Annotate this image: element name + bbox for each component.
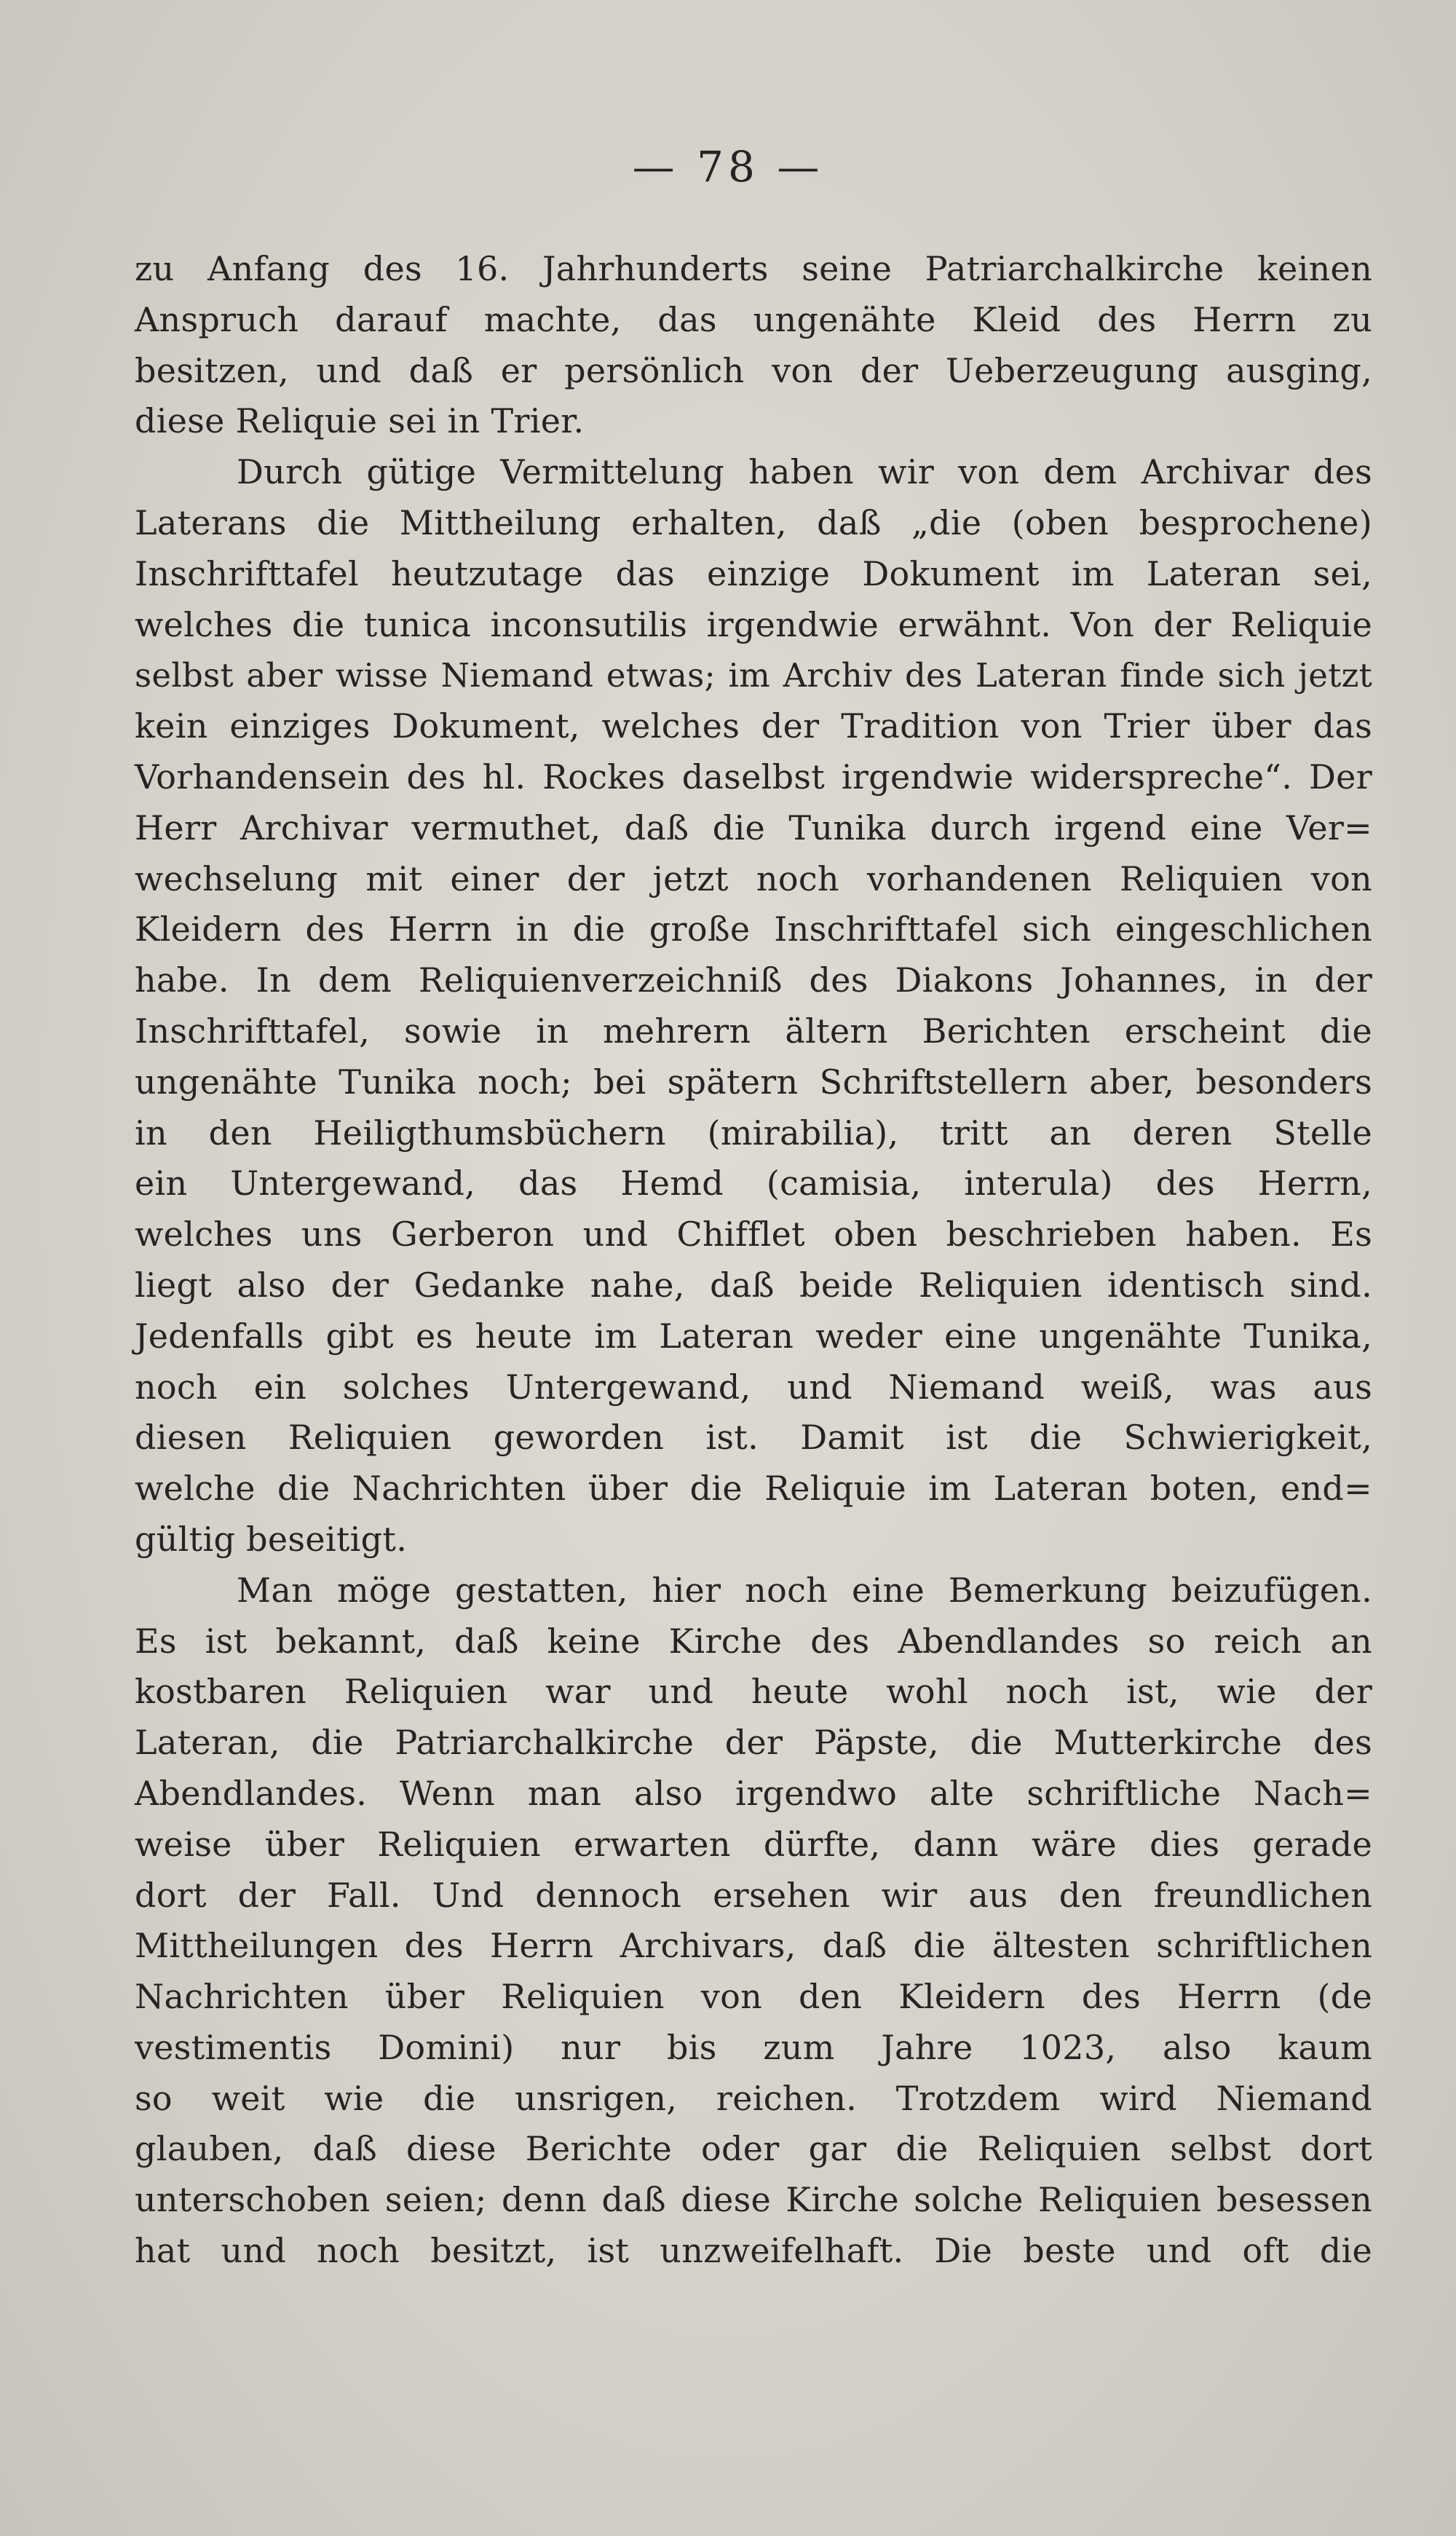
text-line: Kleidern des Herrn in die große Inschrifttafel sich eingeschlichen: [135, 909, 1372, 949]
text-line: hat und noch besitzt, ist unzweifelhaft. Die beste und oft die: [135, 2231, 1372, 2271]
text-line: Durch gütige Vermittelung haben wir von dem Archivar des: [237, 452, 1372, 492]
text-line: ein Untergewand, das Hemd (camisia, interula) des Herrn,: [135, 1164, 1372, 1204]
text-line: welches uns Gerberon und Chifflet oben beschrieben haben. Es: [135, 1214, 1372, 1255]
text-line: habe. In dem Reliquienverzeichniß des Diakons Johannes, in der: [135, 960, 1372, 1000]
body-text: [135, 244, 1372, 2277]
text-line: gültig beseitigt.: [135, 1519, 408, 1559]
text-line: Inschrifttafel, sowie in mehrern ältern Berichten erscheint die: [135, 1011, 1372, 1051]
text-line: liegt also der Gedanke nahe, daß beide Reliquien identisch sind.: [135, 1265, 1372, 1305]
text-line: ungenähte Tunika noch; bei spätern Schriftstellern aber, besonders: [135, 1062, 1372, 1102]
text-line: kostbaren Reliquien war und heute wohl noch ist, wie der: [135, 1672, 1372, 1712]
text-line: Lateran, die Patriarchalkirche der Päpste, die Mutterkirche des: [135, 1723, 1372, 1763]
text-line: diesen Reliquien geworden ist. Damit ist die Schwierigkeit,: [135, 1418, 1372, 1458]
text-line: Nachrichten über Reliquien von den Kleidern des Herrn (de: [135, 1977, 1372, 2017]
text-line: Anspruch darauf machte, das ungenähte Kleid des Herrn zu: [135, 299, 1372, 339]
text-line: noch ein solches Untergewand, und Niemand weiß, was aus: [135, 1367, 1372, 1407]
text-line: Vorhandensein des hl. Rockes daselbst irgendwie widerspreche“. Der: [135, 757, 1372, 797]
text-line: Jedenfalls gibt es heute im Lateran weder eine ungenähte Tunika,: [135, 1316, 1372, 1356]
text-line: Man möge gestatten, hier noch eine Bemerkung beizufügen.: [237, 1570, 1372, 1610]
text-line: dort der Fall. Und dennoch ersehen wir aus den freundlichen: [135, 1875, 1372, 1915]
text-line: welches die tunica inconsutilis irgendwie erwähnt. Von der Reliquie: [135, 604, 1372, 644]
text-line: besitzen, und daß er persönlich von der Ueberzeugung ausging,: [135, 350, 1372, 390]
text-line: selbst aber wisse Niemand etwas; im Archiv des Lateran finde sich jetzt: [135, 656, 1372, 695]
text-line: Herr Archivar vermuthet, daß die Tunika durch irgend eine Ver=: [135, 807, 1372, 848]
text-line: Laterans die Mittheilung erhalten, daß „die (oben besprochene): [135, 502, 1372, 542]
text-line: zu Anfang des 16. Jahrhunderts seine Patriarchalkirche keinen: [135, 249, 1372, 288]
text-line: Inschrifttafel heutzutage das einzige Dokument im Lateran sei,: [135, 553, 1372, 593]
text-line: vestimentis Domini) nur bis zum Jahre 1023, also kaum: [135, 2027, 1372, 2067]
text-line: diese Reliquie sei in Trier.: [135, 401, 585, 441]
text-line: Es ist bekannt, daß keine Kirche des Abendlandes so reich an: [135, 1621, 1372, 1661]
text-line: welche die Nachrichten über die Reliquie im Lateran boten, end=: [135, 1469, 1372, 1509]
text-line: unterschoben seien; denn daß diese Kirche solche Reliquien besessen: [135, 2180, 1372, 2220]
text-line: Abendlandes. Wenn man also irgendwo alte schriftliche Nach=: [135, 1773, 1372, 1813]
text-line: Mittheilungen des Herrn Archivars, daß die ältesten schriftlichen: [135, 1926, 1372, 1966]
page-number: — 78 —: [632, 142, 824, 191]
text-line: in den Heiligthumsbüchern (mirabilia), tritt an deren Stelle: [135, 1113, 1372, 1153]
text-line: weise über Reliquien erwarten dürfte, dann wäre dies gerade: [135, 1824, 1372, 1864]
text-line: wechselung mit einer der jetzt noch vorhandenen Reliquien von: [135, 858, 1372, 898]
text-line: glauben, daß diese Berichte oder gar die Reliquien selbst dort: [135, 2129, 1372, 2169]
text-line: so weit wie die unsrigen, reichen. Trotzdem wird Niemand: [135, 2078, 1372, 2118]
text-line: kein einziges Dokument, welches der Tradition von Trier über das: [135, 706, 1372, 746]
